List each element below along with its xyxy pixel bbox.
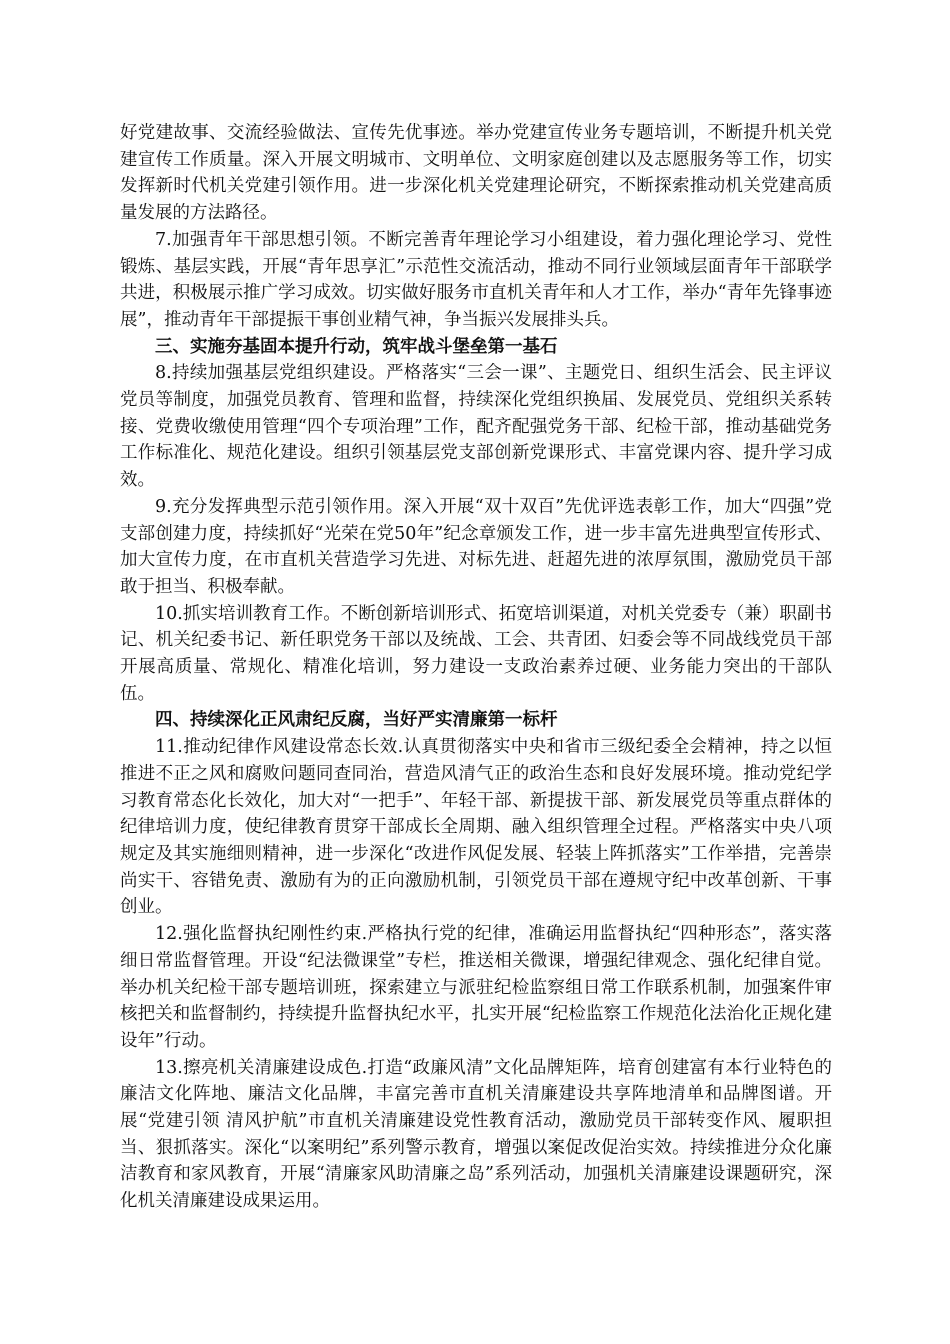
paragraph-item-7: 7.加强青年干部思想引领。不断完善青年理论学习小组建设，着力强化理论学习、党性锻炼、基层实践，开展“青年思享汇”示范性交流活动，推动不同行业领域层面青年干部联学共进，积极展示推广学习成效。切实做好服务市直机关青年和人才工作，举办“青年先锋事迹展”，推动青年干部提振干事创业精气神，争当振兴发展排头兵。 (120, 229, 832, 330)
section-heading-4: 四、持续深化正风肃纪反腐，当好严实清廉第一标杆 (155, 710, 558, 731)
paragraph-item-10: 10.抓实培训教育工作。不断创新培训形式、拓宽培训渠道，对机关党委专（兼）职副书记、机关纪委书记、新任职党务干部以及统战、工会、共青团、妇委会等不同战线党员干部开展高质量、常规化、精准化培训，努力建设一支政治素养过硬、业务能力突出的干部队伍。 (120, 603, 832, 704)
paragraph-continued: 好党建故事、交流经验做法、宣传先优事迹。举办党建宣传业务专题培训，不断提升机关党建宣传工作质量。深入开展文明城市、文明单位、文明家庭创建以及志愿服务等工作，切实发挥新时代机关党建引领作用。进一步深化机关党建理论研究，不断探索推动机关党建高质量发展的方法路径。 (120, 123, 832, 224)
document-page (120, 120, 832, 1215)
section-heading-3: 三、实施夯基固本提升行动，筑牢战斗堡垒第一基石 (155, 336, 558, 357)
paragraph-item-12: 12.强化监督执纪刚性约束.严格执行党的纪律，准确运用监督执纪“四种形态”，落实落细日常监督管理。开设“纪法微课堂”专栏，推送相关微课，增强纪律观念、强化纪律自觉。举办机关纪检干部专题培训班，探索建立与派驻纪检监察组日常工作联系机制，加强案件审核把关和监督制约，持续提升监督执纪水平，扎实开展“纪检监察工作规范化法治化正规化建设年”行动。 (120, 924, 832, 1051)
paragraph-item-13: 13.擦亮机关清廉建设成色.打造“政廉风清”文化品牌矩阵，培育创建富有本行业特色的廉洁文化阵地、廉洁文化品牌，丰富完善市直机关清廉建设共享阵地清单和品牌图谱。开展“党建引领 清风护航”市直机关清廉建设党性教育活动，激励党员干部转变作风、履职担当、狠抓落实。深化“以案明纪”系列警示教育，增强以案促改促治实效。持续推进分众化廉洁教育和家风教育，开展“清廉家风助清廉之岛”系列活动，加强机关清廉建设课题研究，深化机关清廉建设成果运用。 (120, 1057, 832, 1212)
paragraph-item-8: 8.持续加强基层党组织建设。严格落实“三会一课”、主题党日、组织生活会、民主评议党员等制度，加强党员教育、管理和监督，持续深化党组织换届、发展党员、党组织关系转接、党费收缴使用管理“四个专项治理”工作，配齐配强党务干部、纪检干部，推动基础党务工作标准化、规范化建设。组织引领基层党支部创新党课形式、丰富党课内容、提升学习成效。 (120, 363, 832, 491)
paragraph-item-11: 11.推动纪律作风建设常态长效.认真贯彻落实中央和省市三级纪委全会精神，持之以恒推进不正之风和腐败问题同查同治，营造风清气正的政治生态和良好发展环境。推动党纪学习教育常态化长效化，加大对“一把手”、年轻干部、新提拔干部、新发展党员等重点群体的纪律培训力度，使纪律教育贯穿干部成长全周期、融入组织管理全过程。严格落实中央八项规定及其实施细则精神，进一步深化“改进作风促发展、轻装上阵抓落实”工作举措，完善崇尚实干、容错免责、激励有为的正向激励机制，引领党员干部在遵规守纪中改革创新、干事创业。 (120, 737, 832, 918)
paragraph-item-9: 9.充分发挥典型示范引领作用。深入开展“双十双百”先优评选表彰工作，加大“四强”党支部创建力度，持续抓好“光荣在党50年”纪念章颁发工作，进一步丰富先进典型宣传形式、加大宣传力度，在市直机关营造学习先进、对标先进、赶超先进的浓厚氛围，激励党员干部敢于担当、积极奉献。 (120, 496, 832, 597)
